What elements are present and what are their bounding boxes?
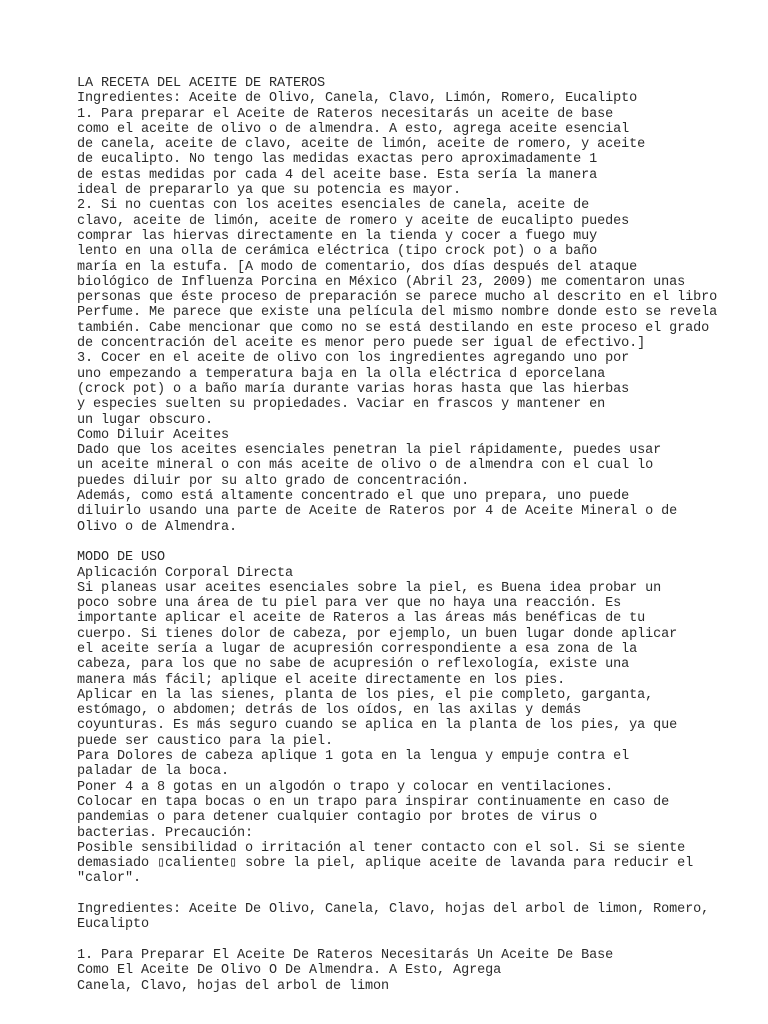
text-line: bacterias. Precaución: [77, 825, 254, 841]
blank-line [77, 933, 757, 948]
text-line: 1. Para Preparar El Aceite De Rateros Necesitarás Un Aceite De Base [77, 947, 614, 963]
text-line: cuerpo. Si tienes dolor de cabeza, por ejemplo, un buen lugar donde aplicar [77, 626, 678, 642]
blank-line [77, 535, 757, 550]
text-line: de concentración del aceite es menor pero puede ser igual de efectivo.] [77, 336, 646, 352]
text-line: un lugar obscuro. [77, 412, 214, 428]
text-line: manera más fácil; aplique el aceite directamente en los pies. [77, 672, 566, 688]
text-line: estómago, o abdomen; detrás de los oídos, en las axilas y demás [77, 703, 582, 719]
text-line: y especies suelten su propiedades. Vaciar en frascos y mantener en [77, 397, 606, 413]
text-line: lento en una olla de cerámica eléctrica (tipo crock pot) o a baño [77, 244, 598, 260]
text-line: biológico de Influenza Porcina en México (Abril 23, 2009) me comentaron unas [77, 274, 686, 290]
text-line: un aceite mineral o con más aceite de olivo o de almendra con el cual lo [77, 458, 654, 474]
text-line: 2. Si no cuentas con los aceites esenciales de canela, aceite de [77, 198, 590, 214]
text-line: de canela, aceite de clavo, aceite de limón, aceite de romero, y aceite [77, 137, 646, 153]
text-line: Perfume. Me parece que existe una película del mismo nombre donde esto se revela [77, 305, 718, 321]
text-line: comprar las hiervas directamente en la tienda y cocer a fuego muy [77, 228, 598, 244]
text-line: MODO DE USO [77, 550, 166, 566]
text-line: Ingredientes: Aceite De Olivo, Canela, Clavo, hojas del arbol de limon, Romero, [77, 902, 710, 918]
text-line: coyunturas. Es más seguro cuando se aplica en la planta de los pies, ya que [77, 718, 678, 734]
text-line: Además, como está altamente concentrado el que uno prepara, uno puede [77, 489, 630, 505]
document-title: LA RECETA DEL ACEITE DE RATEROS [77, 76, 326, 91]
text-line: 3. Cocer en el aceite de olivo con los ingredientes agregando uno por [77, 351, 630, 367]
text-line: Colocar en tapa bocas o en un trapo para inspirar continuamente en caso de [77, 794, 670, 810]
text-line: demasiado ▯caliente▯ sobre la piel, aplique aceite de lavanda para reducir el [77, 856, 694, 872]
text-line: clavo, aceite de limón, aceite de romero y aceite de eucalipto puedes [77, 213, 630, 229]
blank-line [77, 887, 757, 902]
text-line: diluirlo usando una parte de Aceite de Rateros por 4 de Aceite Mineral o de [77, 504, 678, 520]
text-line: poco sobre una área de tu piel para ver que no haya una reacción. Es [77, 596, 622, 612]
text-line: de estas medidas por cada 4 del aceite base. Esta sería la manera [77, 167, 598, 183]
text-line: puede ser caustico para la piel. [77, 733, 334, 749]
text-line: cabeza, para los que no sabe de acupresión o reflexología, existe una [77, 657, 630, 673]
text-line: Eucalipto [77, 917, 150, 933]
text-line: Para Dolores de cabeza aplique 1 gota en la lengua y empuje contra el [77, 749, 630, 765]
text-line: Olivo o de Almendra. [77, 519, 238, 535]
text-line: el aceite sería a lugar de acupresión correspondiente a esa zona de la [77, 641, 638, 657]
text-line: también. Cabe mencionar que como no se está destilando en este proceso el grado [77, 320, 710, 336]
text-line: de eucalipto. No tengo las medidas exactas pero aproximadamente 1 [77, 152, 598, 168]
text-line: importante aplicar el aceite de Rateros a las áreas más benéficas de tu [77, 611, 646, 627]
document-body [77, 76, 757, 994]
text-line: Como Diluir Aceites [77, 427, 230, 443]
text-line: Dado que los aceites esenciales penetran la piel rápidamente, puedes usar [77, 443, 662, 459]
text-line: uno empezando a temperatura baja en la olla eléctrica d eporcelana [77, 366, 606, 382]
text-line: paladar de la boca. [77, 764, 230, 780]
text-line: Como El Aceite De Olivo O De Almendra. A Esto, Agrega [77, 963, 502, 979]
text-line: 1. Para preparar el Aceite de Rateros necesitarás un aceite de base [77, 106, 614, 122]
text-line: puedes diluir por su alto grado de concentración. [77, 473, 470, 489]
text-line: personas que éste proceso de preparación se parece mucho al descrito en el libro [77, 290, 718, 306]
text-line: (crock pot) o a baño maría durante varias horas hasta que las hierbas [77, 381, 630, 397]
text-line: maría en la estufa. [A modo de comentario, dos días después del ataque [77, 259, 638, 275]
text-line: pandemias o para detener cualquier contagio por brotes de virus o [77, 810, 598, 826]
text-line: Si planeas usar aceites esenciales sobre la piel, es Buena idea probar un [77, 580, 662, 596]
text-line: Aplicación Corporal Directa [77, 565, 294, 581]
text-line: Canela, Clavo, hojas del arbol de limon [77, 978, 390, 994]
text-line: Ingredientes: Aceite de Olivo, Canela, Clavo, Limón, Romero, Eucalipto [77, 91, 638, 107]
text-line: "calor". [77, 871, 142, 887]
text-line: Posible sensibilidad o irritación al tener contacto con el sol. Si se siente [77, 840, 686, 856]
text-line: Aplicar en la las sienes, planta de los pies, el pie completo, garganta, [77, 687, 654, 703]
text-line: ideal de prepararlo ya que su potencia es mayor. [77, 183, 462, 199]
text-line: Poner 4 a 8 gotas en un algodón o trapo y colocar en ventilaciones. [77, 779, 614, 795]
text-line: como el aceite de olivo o de almendra. A esto, agrega aceite esencial [77, 121, 630, 137]
